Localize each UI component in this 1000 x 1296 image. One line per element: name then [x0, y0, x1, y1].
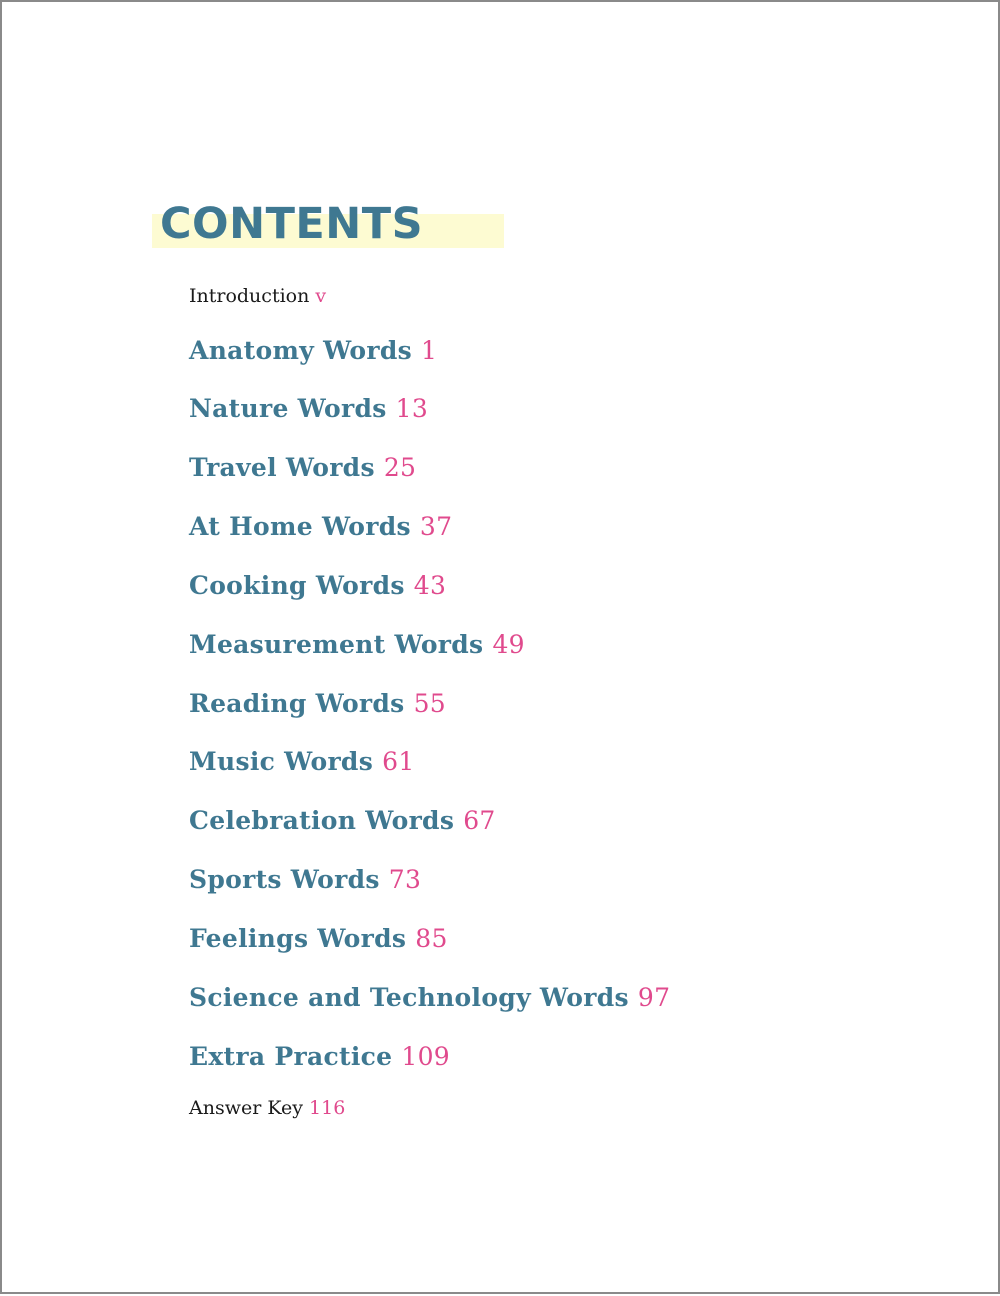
toc-entry-title: Anatomy Words: [189, 336, 413, 365]
toc-entry-cooking-words: [189, 570, 446, 602]
toc-entry-at-home-words: [189, 511, 452, 543]
toc-entry-page-number: 85: [415, 924, 448, 953]
toc-entry-page-number: 37: [419, 512, 453, 541]
toc-entry-title: Introduction: [189, 285, 310, 307]
toc-entry-page-number: 43: [413, 571, 447, 600]
toc-entry-celebration-words: [189, 805, 496, 837]
toc-entry-science-and-technology-words: [189, 982, 670, 1014]
toc-entry-nature-words: [189, 393, 428, 425]
toc-entry-feelings-words: [189, 923, 448, 955]
toc-entry-page-number: 25: [383, 453, 417, 482]
toc-entry-travel-words: [189, 452, 416, 484]
toc-entry-page-number: 13: [395, 394, 429, 423]
toc-entry-page-number: 109: [401, 1042, 450, 1071]
page-title: CONTENTS: [160, 199, 424, 249]
toc-entry-anatomy-words: [189, 335, 437, 367]
toc-entry-answer-key: [189, 1095, 345, 1121]
toc-entry-title: Celebration Words: [189, 806, 455, 835]
toc-entry-page-number: 67: [463, 806, 496, 835]
toc-entry-page-number: 97: [637, 983, 671, 1012]
toc-entry-sports-words: [189, 864, 421, 896]
toc-entry-page-number: 1: [421, 336, 438, 365]
toc-entry-measurement-words: [189, 629, 525, 661]
toc-entry-title: Science and Technology Words: [189, 983, 629, 1012]
toc-entry-reading-words: [189, 688, 446, 720]
toc-entry-page-number: 73: [388, 865, 422, 894]
toc-entry-title: At Home Words: [189, 512, 411, 541]
toc-entry-music-words: [189, 746, 415, 778]
toc-entry-introduction: [189, 283, 326, 309]
table-of-contents: [189, 2, 949, 1296]
toc-entry-title: Music Words: [189, 747, 374, 776]
toc-entry-page-number: 55: [413, 689, 446, 718]
toc-entry-title: Answer Key: [189, 1097, 303, 1119]
toc-entry-title: Reading Words: [189, 689, 405, 718]
toc-entry-page-number: v: [315, 285, 327, 307]
toc-entry-title: Feelings Words: [189, 924, 407, 953]
toc-entry-title: Extra Practice: [189, 1042, 393, 1071]
toc-entry-extra-practice: [189, 1041, 450, 1073]
toc-entry-page-number: 116: [309, 1097, 346, 1119]
toc-entry-title: Sports Words: [189, 865, 380, 894]
toc-entry-title: Cooking Words: [189, 571, 405, 600]
toc-entry-title: Travel Words: [189, 453, 375, 482]
toc-entry-title: Nature Words: [189, 394, 387, 423]
toc-entry-title: Measurement Words: [189, 630, 484, 659]
toc-entry-page-number: 49: [492, 630, 525, 659]
toc-entry-page-number: 61: [382, 747, 415, 776]
